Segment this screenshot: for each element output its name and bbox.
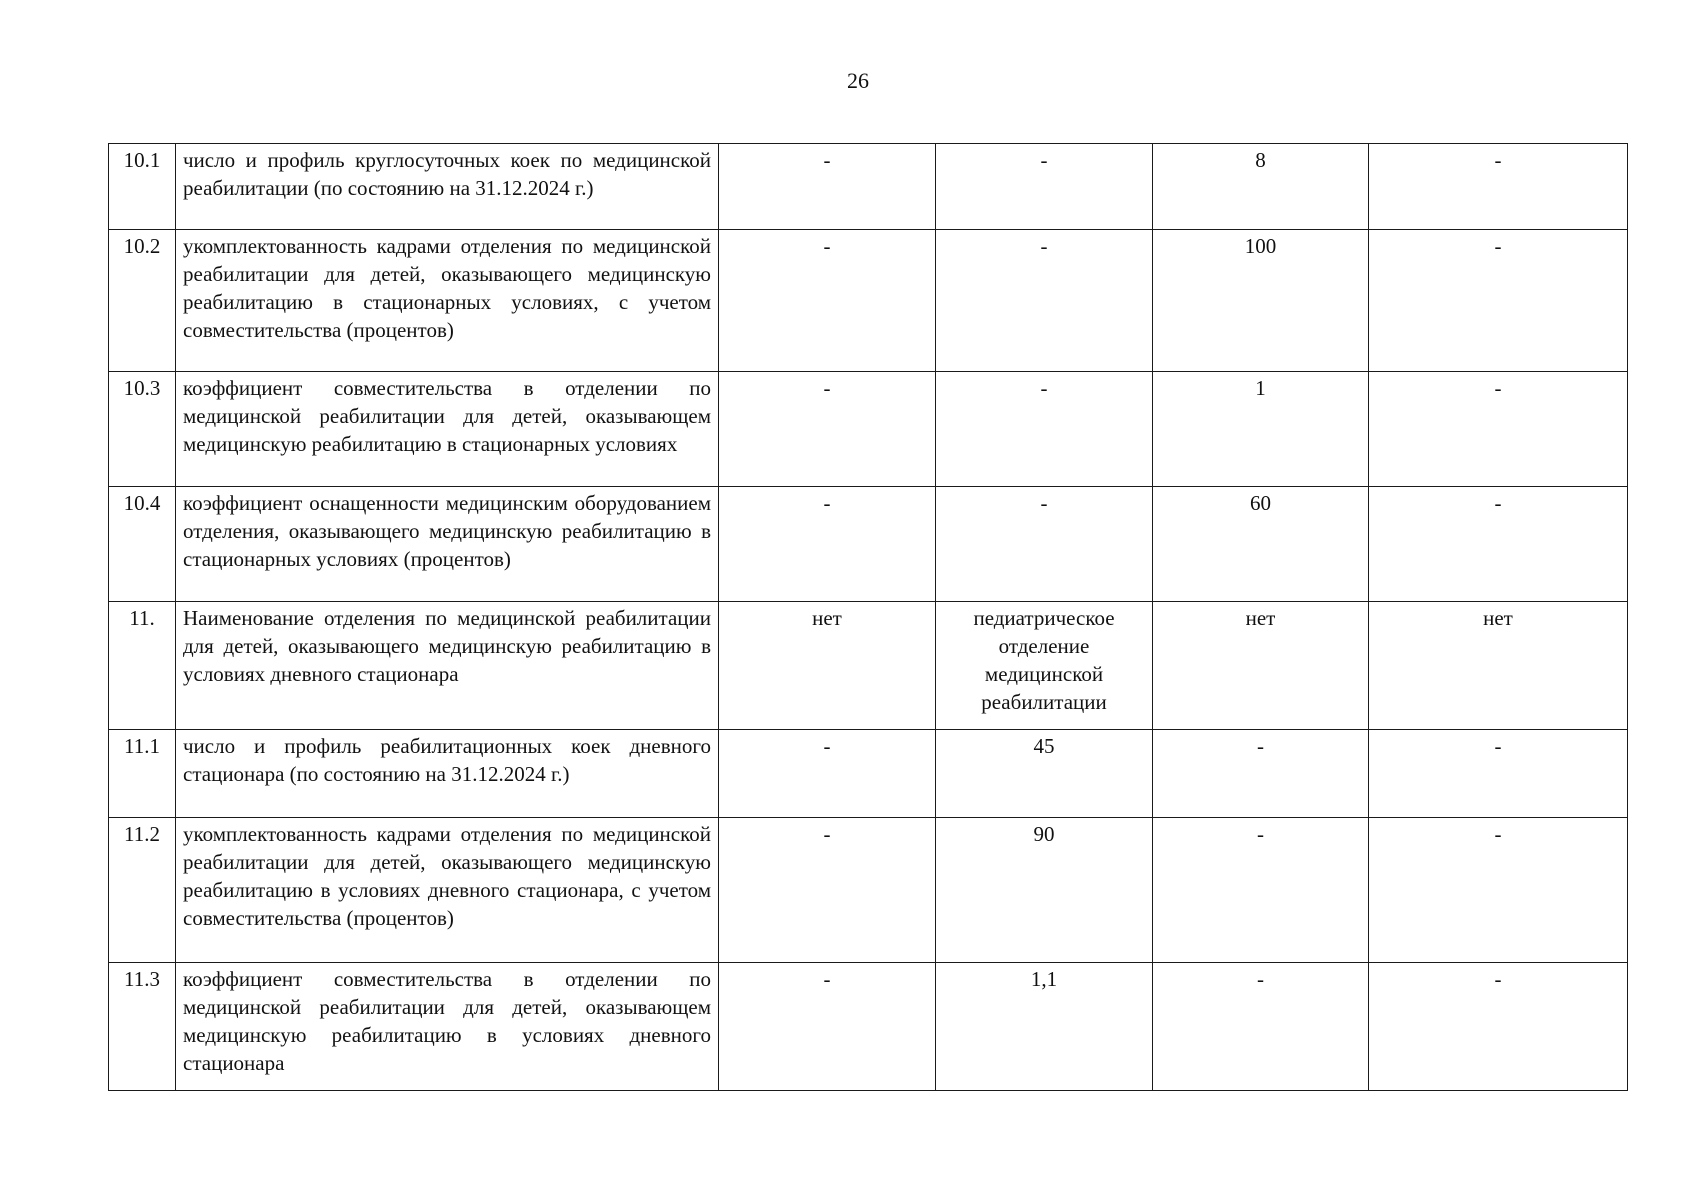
row-number: 11.3 — [109, 963, 176, 1091]
row-number: 10.2 — [109, 230, 176, 372]
value-cell: - — [1369, 730, 1628, 818]
row-description: коэффициент совместительства в отделении по медицинской реабилитации для детей, оказывающем медицинскую реабилитацию в стационарных условиях — [176, 372, 719, 487]
row-description: число и профиль круглосуточных коек по медицинской реабилитации (по состоянию на 31.12.2024 г.) — [176, 144, 719, 230]
value-cell: - — [719, 818, 936, 963]
row-number: 11.1 — [109, 730, 176, 818]
table-row — [109, 602, 1628, 730]
value-cell: 100 — [1153, 230, 1369, 372]
value-cell: нет — [1369, 602, 1628, 730]
row-number: 10.1 — [109, 144, 176, 230]
table-row — [109, 730, 1628, 818]
row-number: 10.3 — [109, 372, 176, 487]
page-number: 26 — [847, 68, 869, 93]
value-cell: - — [1369, 230, 1628, 372]
value-cell: - — [936, 487, 1153, 602]
value-cell: 60 — [1153, 487, 1369, 602]
table-row — [109, 487, 1628, 602]
value-cell: - — [719, 730, 936, 818]
value-cell: - — [719, 372, 936, 487]
value-cell: - — [936, 372, 1153, 487]
value-cell: - — [719, 963, 936, 1091]
value-cell: - — [936, 230, 1153, 372]
value-cell: 90 — [936, 818, 1153, 963]
row-number: 11. — [109, 602, 176, 730]
table-row — [109, 372, 1628, 487]
value-cell: - — [1153, 818, 1369, 963]
value-cell: нет — [719, 602, 936, 730]
value-cell: - — [719, 487, 936, 602]
row-description: коэффициент оснащенности медицинским оборудованием отделения, оказывающего медицинскую реабилитацию в стационарных условиях (процентов) — [176, 487, 719, 602]
value-cell: - — [1153, 963, 1369, 1091]
value-cell: педиатрическое отделение медицинской реабилитации — [936, 602, 1153, 730]
value-cell: 8 — [1153, 144, 1369, 230]
value-cell: - — [1153, 730, 1369, 818]
row-description: укомплектованность кадрами отделения по медицинской реабилитации для детей, оказывающего медицинскую реабилитацию в условиях дневного стационара, с учетом совместительства (процентов) — [176, 818, 719, 963]
row-description: число и профиль реабилитационных коек дневного стационара (по состоянию на 31.12.2024 г.) — [176, 730, 719, 818]
table-row — [109, 230, 1628, 372]
value-cell: - — [1369, 818, 1628, 963]
value-cell: - — [719, 230, 936, 372]
value-cell: - — [1369, 487, 1628, 602]
table-row — [109, 963, 1628, 1091]
row-description: укомплектованность кадрами отделения по медицинской реабилитации для детей, оказывающего медицинскую реабилитацию в стационарных условиях, с учетом совместительства (процентов) — [176, 230, 719, 372]
value-cell: 45 — [936, 730, 1153, 818]
value-cell: 1,1 — [936, 963, 1153, 1091]
table-row — [109, 818, 1628, 963]
row-description: коэффициент совместительства в отделении по медицинской реабилитации для детей, оказывающем медицинскую реабилитацию в условиях дневного стационара — [176, 963, 719, 1091]
value-cell: - — [719, 144, 936, 230]
row-description: Наименование отделения по медицинской реабилитации для детей, оказывающего медицинскую реабилитацию в условиях дневного стационара — [176, 602, 719, 730]
row-number: 11.2 — [109, 818, 176, 963]
table-row — [109, 144, 1628, 230]
row-number: 10.4 — [109, 487, 176, 602]
indicators-table — [108, 143, 1628, 1091]
value-cell: - — [1369, 372, 1628, 487]
value-cell: - — [1369, 963, 1628, 1091]
value-cell: - — [1369, 144, 1628, 230]
value-cell: - — [936, 144, 1153, 230]
value-cell: 1 — [1153, 372, 1369, 487]
value-cell: нет — [1153, 602, 1369, 730]
